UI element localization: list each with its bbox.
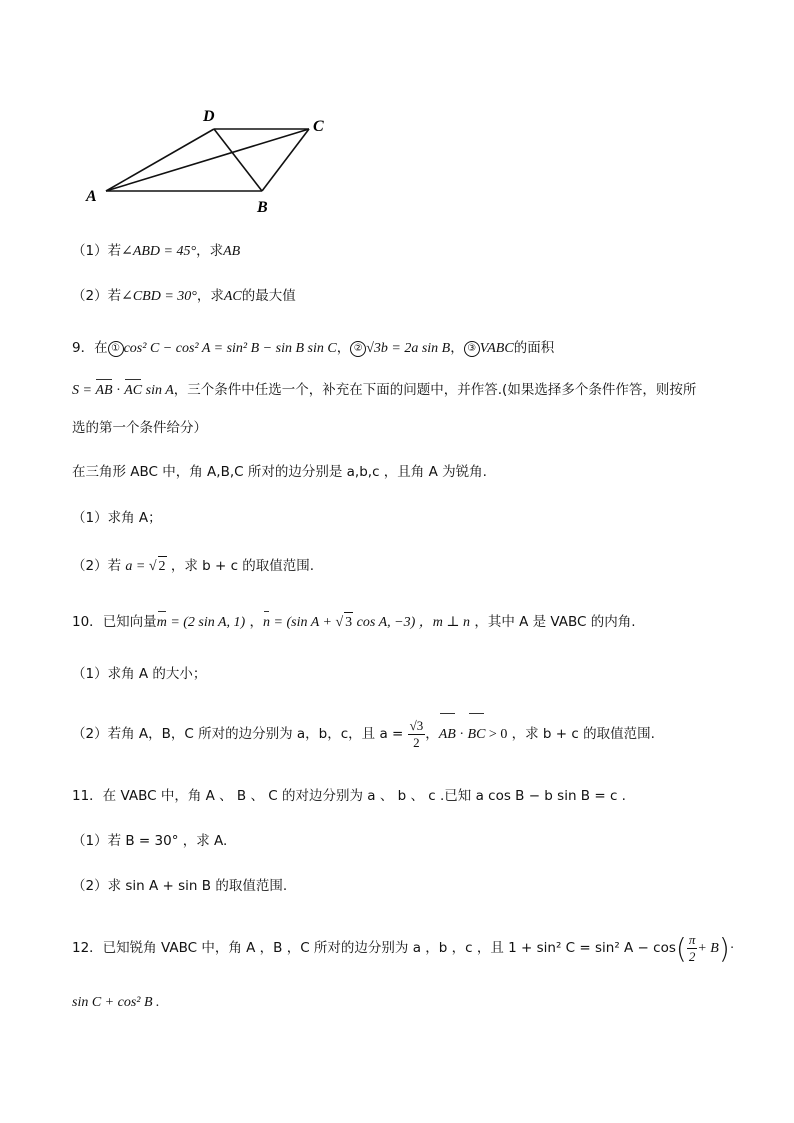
label-a: A (86, 188, 97, 205)
label-d: D (203, 108, 215, 125)
p9-stem: 在三角形 ABC 中，角 A,B,C 所对的边分别是 a,b,c ，且角 A 为锐角. (72, 464, 487, 480)
p9-question-2: （2）若 a = √ 2 ，求 b + c 的取值范围. (72, 556, 314, 577)
p9-question-1: （1）求角 A； (72, 510, 162, 526)
p9-line-2: S = AB · AC sin A，三个条件中任选一个，补充在下面的问题中，并作答.(如果选择多个条件作答，则按所 (72, 380, 696, 401)
p9-line-3: 选的第一个条件给分） (72, 420, 207, 436)
quadrilateral-figure (0, 0, 794, 230)
edge-da (106, 129, 214, 191)
p8-question-2: （2）若∠CBD = 30°，求AC的最大值 (72, 288, 296, 304)
diagonal-bd (214, 129, 262, 191)
edge-bc (262, 129, 309, 191)
diagonal-ac (106, 129, 309, 191)
p10-stem: 10．已知向量m = (2 sin A, 1) ，n = (sin A + √ 3 cos A, −3) ，m ⊥ n ，其中 A 是 VABC 的内角. (72, 612, 636, 633)
p12-line-2: sin C + cos² B . (72, 995, 160, 1010)
p10-question-2: （2）若角 A，B，C 所对的边分别为 a，b，c，且 a = $\frac{√3}{2}$ ，AB · BC > 0 ，求 b + c 的取值范围. (72, 714, 655, 755)
label-b: B (257, 199, 268, 216)
p10-question-1: （1）求角 A 的大小； (72, 666, 207, 682)
p8-question-1: （1）若∠ABD = 45°，求AB (72, 243, 241, 259)
p12-line-1: 12．已知锐角 VABC 中，角 A ，B ，C 所对的边分别为 a ，b ，c ，且 1 + sin² C = sin² A − cos( $\frac{\pi}{2}$ + B)· (72, 931, 735, 965)
p9-line-1: 9．在 ① cos² C − cos² A = sin² B − sin B sin C， ② √3b = 2a sin B， ③ VABC的面积 (72, 340, 555, 356)
p11-question-2: （2）求 sin A + sin B 的取值范围. (72, 878, 288, 894)
label-c: C (313, 118, 324, 135)
p11-stem: 11．在 VABC 中，角 A 、 B 、 C 的对边分别为 a 、 b 、 c .已知 a cos B − b sin B = c . (72, 788, 626, 804)
p11-question-1: （1）若 B = 30° ，求 A. (72, 833, 228, 849)
